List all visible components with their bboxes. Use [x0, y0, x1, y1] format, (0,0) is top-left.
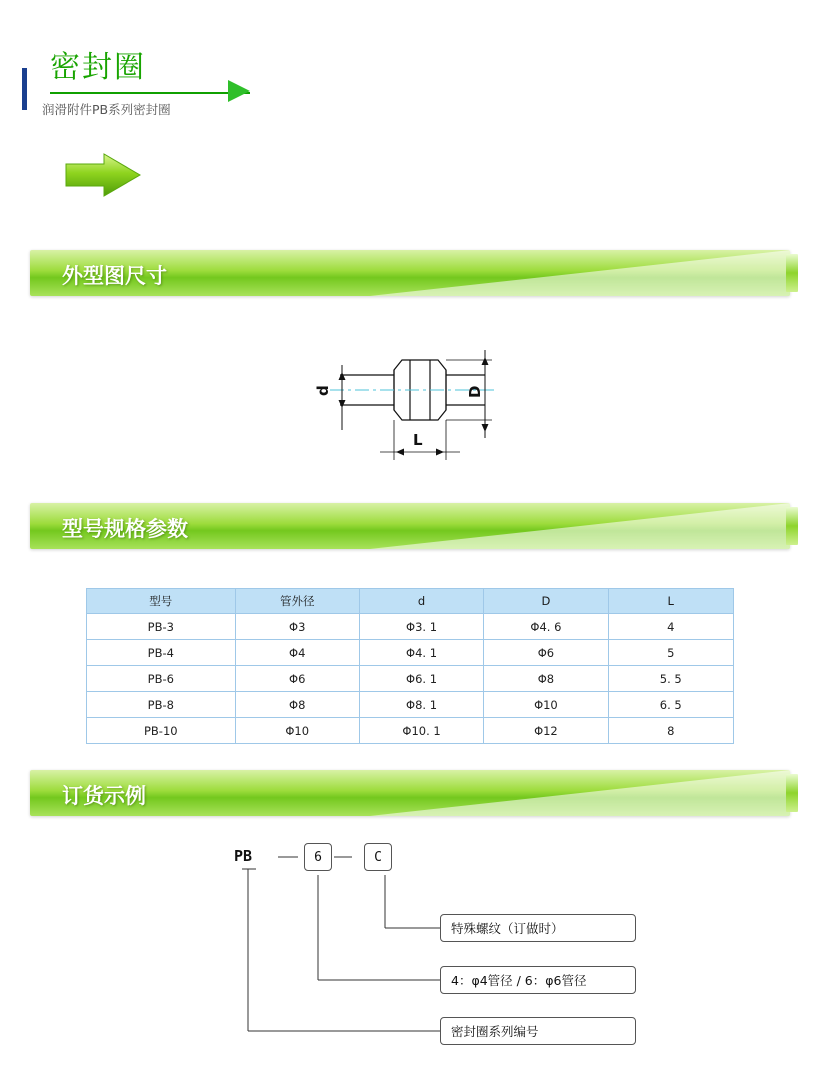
cell-d: Φ3. 1: [359, 614, 483, 640]
cell-model: PB-10: [87, 718, 236, 744]
green-arrow-icon: [60, 150, 150, 200]
column-header-tube-od: 管外径: [235, 589, 359, 614]
cell-L: 6. 5: [608, 692, 733, 718]
table-header-row: [87, 589, 734, 614]
note-special-thread: 特殊螺纹（订做时）: [440, 914, 636, 942]
column-header-D: D: [484, 589, 608, 614]
table-row: [87, 640, 734, 666]
section-banner-specs: [30, 503, 790, 549]
dimension-label-d: d: [314, 385, 332, 396]
code-part-thread: C: [364, 843, 392, 871]
section-banner-ordering: [30, 770, 790, 816]
dimension-label-L: L: [413, 431, 423, 449]
note-tube-diameter: 4：φ4管径 / 6：φ6管径: [440, 966, 636, 994]
cell-D: Φ4. 6: [484, 614, 608, 640]
cell-d: Φ10. 1: [359, 718, 483, 744]
page-title: 密封圈: [50, 50, 146, 85]
page-header: [0, 20, 820, 117]
spec-table: [86, 588, 734, 744]
dimension-label-D: D: [466, 385, 484, 398]
cell-model: PB-6: [87, 666, 236, 692]
table-row: [87, 666, 734, 692]
section-title: 订货示例: [62, 784, 146, 808]
note-series-number: 密封圈系列编号: [440, 1017, 636, 1045]
cell-tube-od: Φ6: [235, 666, 359, 692]
banner-cap: [786, 507, 798, 545]
code-part-series: PB: [234, 847, 253, 865]
section-banner-dimensions: [30, 250, 790, 296]
cell-d: Φ8. 1: [359, 692, 483, 718]
header-accent-bar: [22, 68, 27, 110]
cell-tube-od: Φ3: [235, 614, 359, 640]
cell-d: Φ6. 1: [359, 666, 483, 692]
cell-d: Φ4. 1: [359, 640, 483, 666]
section-title: 型号规格参数: [62, 517, 188, 541]
header-rule: [50, 92, 250, 94]
column-header-L: L: [608, 589, 733, 614]
cell-tube-od: Φ4: [235, 640, 359, 666]
cell-D: Φ6: [484, 640, 608, 666]
cell-model: PB-8: [87, 692, 236, 718]
cell-L: 4: [608, 614, 733, 640]
ordering-example-diagram: [200, 835, 680, 1065]
table-row: [87, 718, 734, 744]
cell-D: Φ10: [484, 692, 608, 718]
cell-L: 8: [608, 718, 733, 744]
cell-tube-od: Φ10: [235, 718, 359, 744]
column-header-model: 型号: [87, 589, 236, 614]
table-row: [87, 614, 734, 640]
cell-tube-od: Φ8: [235, 692, 359, 718]
cell-model: PB-4: [87, 640, 236, 666]
page-subtitle: 润滑附件PB系列密封圈: [42, 102, 171, 117]
cell-D: Φ8: [484, 666, 608, 692]
column-header-d: d: [359, 589, 483, 614]
cell-D: Φ12: [484, 718, 608, 744]
table-row: [87, 692, 734, 718]
cell-L: 5. 5: [608, 666, 733, 692]
section-title: 外型图尺寸: [62, 264, 167, 288]
cell-model: PB-3: [87, 614, 236, 640]
product-dimension-drawing: [280, 320, 560, 480]
banner-cap: [786, 774, 798, 812]
banner-cap: [786, 254, 798, 292]
code-part-size: 6: [304, 843, 332, 871]
right-arrow-icon: [228, 80, 250, 102]
cell-L: 5: [608, 640, 733, 666]
